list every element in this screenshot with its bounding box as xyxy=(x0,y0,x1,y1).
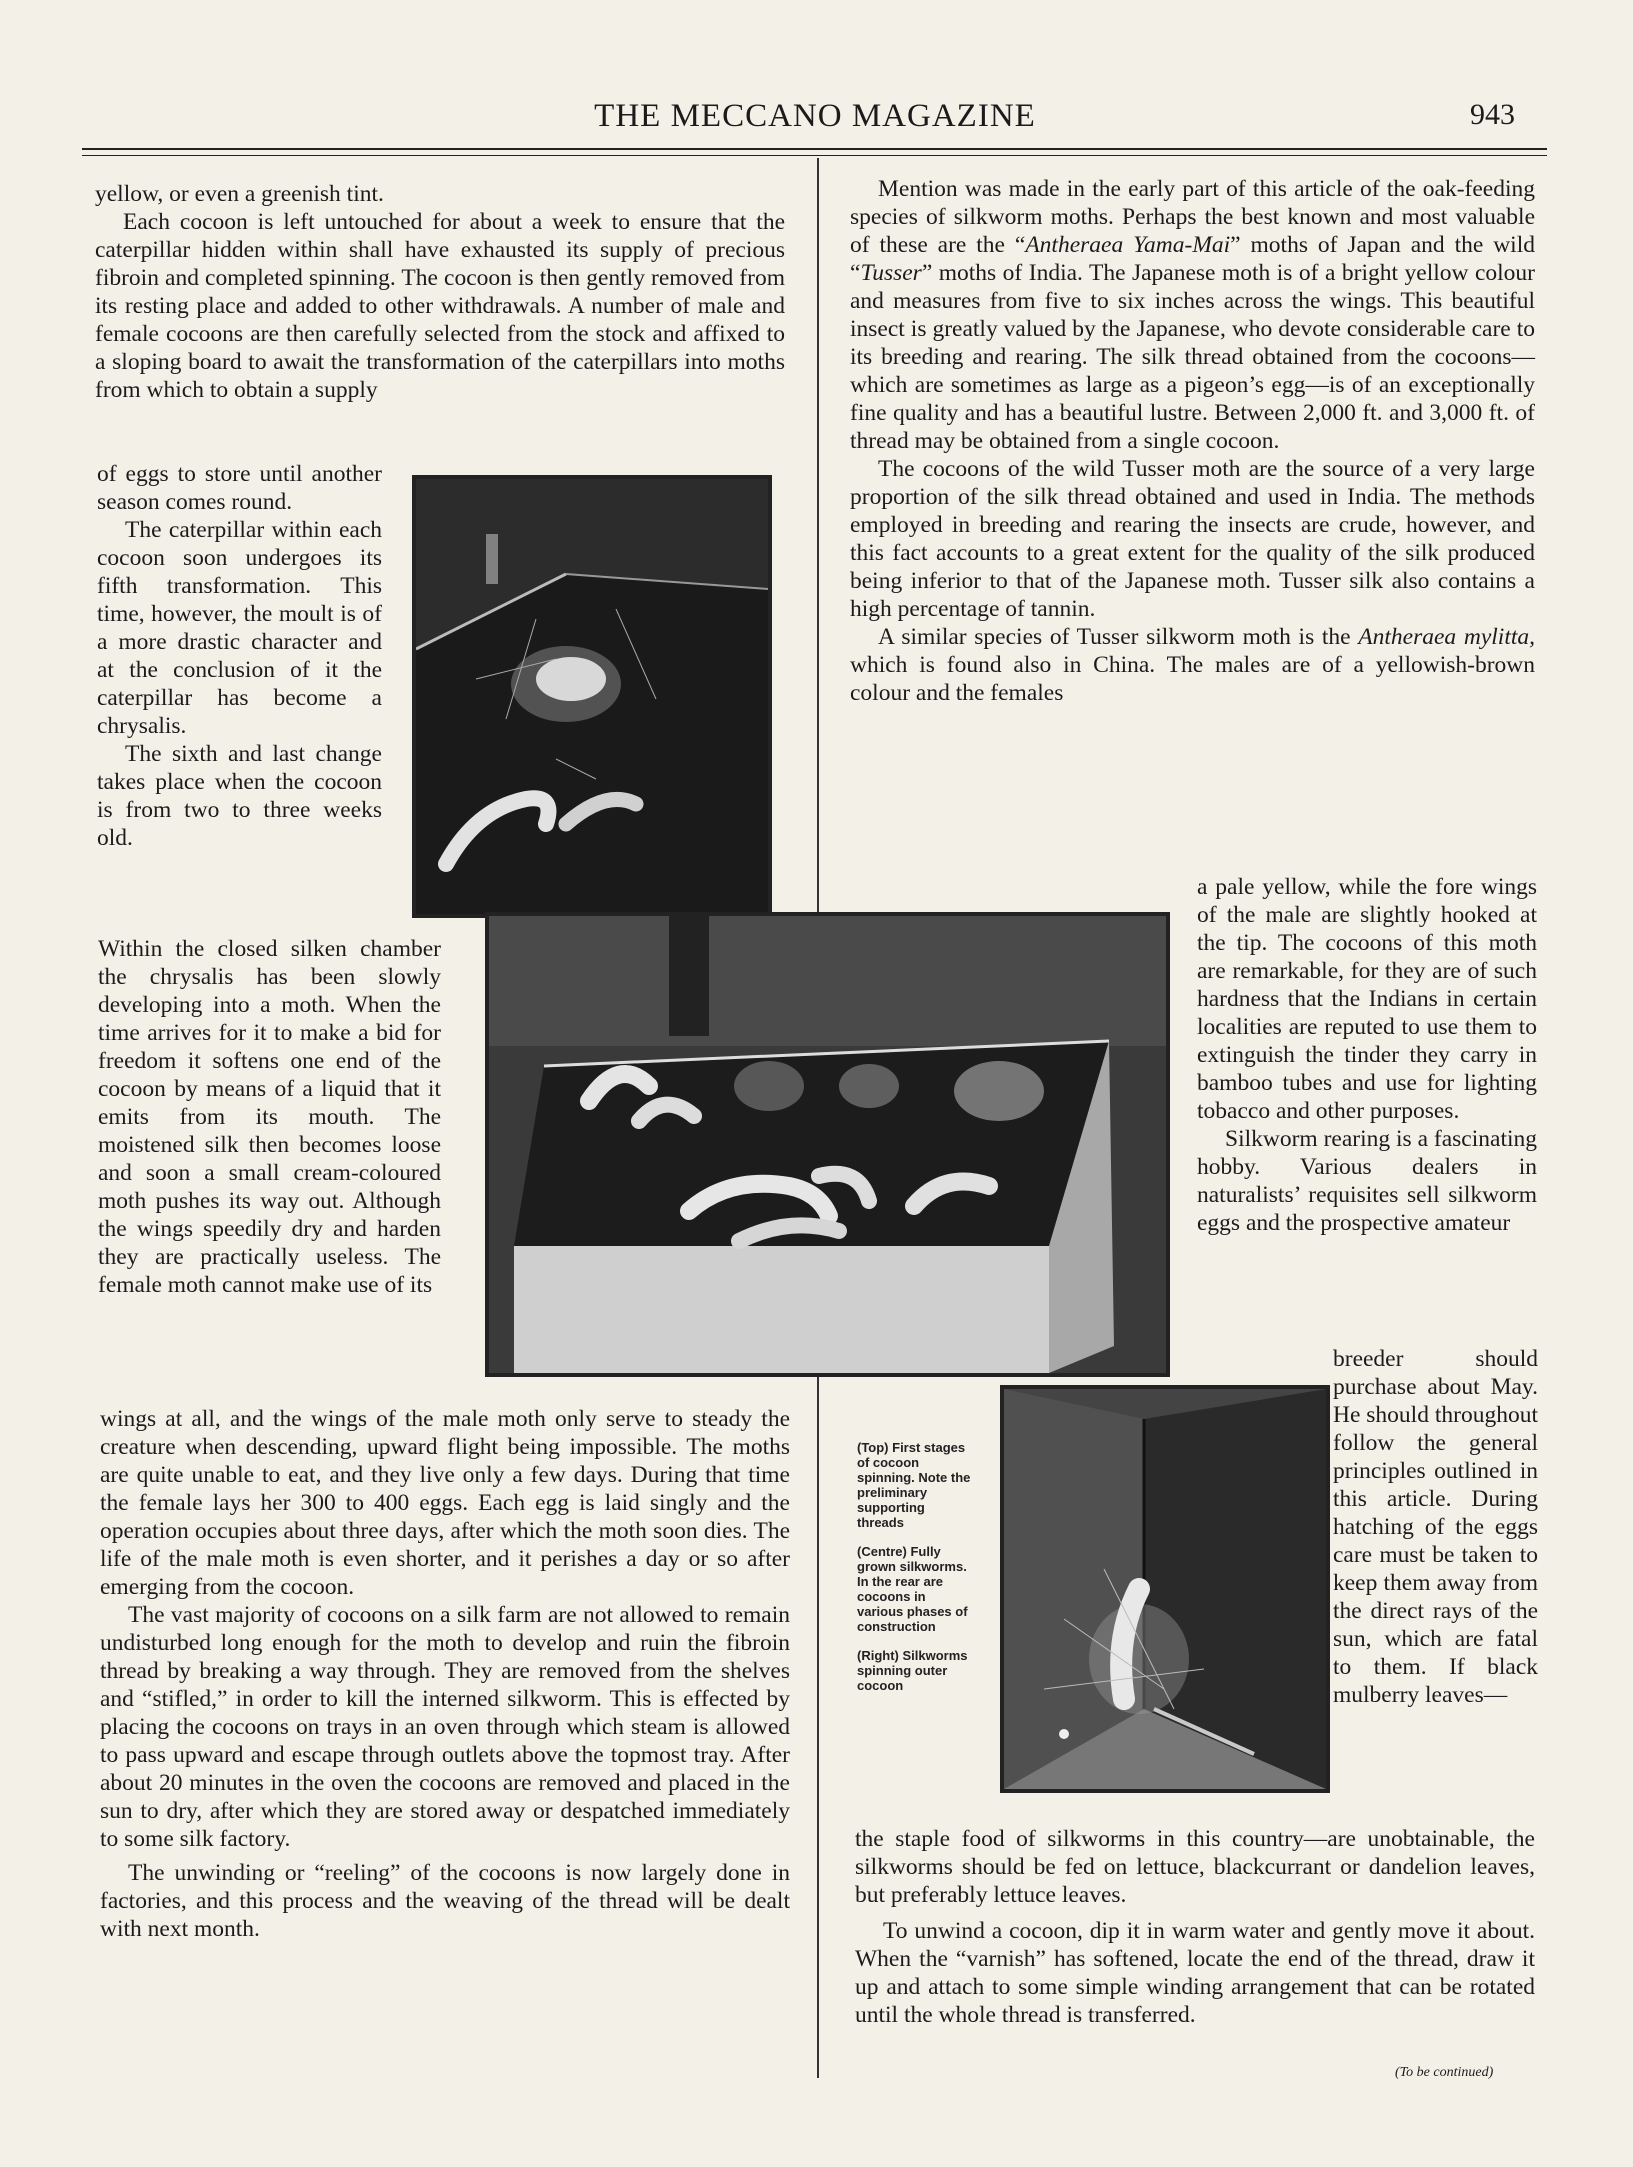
paragraph: To unwind a cocoon, dip it in warm water and gently move it about. When the “varnish” has softened, locate the end of the thread, draw it up and attach to some simple winding arrangement that can be rotated until the whole thread is transferred. xyxy=(855,1918,1535,2028)
paragraph: The unwinding or “reeling” of the cocoons is now largely done in factories, and this process and the weaving of the thread will be dealt with next month. xyxy=(100,1860,790,1942)
paragraph: breeder should purchase about May. He should throughout follow the general principles outlined in this article. During hatching of the eggs care must be taken to keep them away from the direct rays of the sun, which are fatal to them. If black mulberry leaves— xyxy=(1333,1346,1538,1708)
right-column-bottom xyxy=(855,1825,1535,2029)
photo-right-image xyxy=(1004,1389,1326,1789)
header-rule xyxy=(82,148,1547,150)
left-column-bottom xyxy=(100,1405,790,1943)
paragraph: The sixth and last change takes place when the cocoon is from two to three weeks old. xyxy=(97,741,382,851)
photo-centre-silkworms xyxy=(485,912,1170,1377)
paragraph: yellow, or even a greenish tint. xyxy=(95,181,384,207)
photo-top-image xyxy=(416,479,768,914)
page-header xyxy=(80,98,1550,138)
paragraph: a pale yellow, while the fore wings of the male are slightly hooked at the tip. The cocoons of this moth are remarkable, for they are of such hardness that the Indians in certain localities are reputed to use them to extinguish the tinder they carry in bamboo tubes and use for lighting tobacco and other purposes. xyxy=(1197,874,1537,1124)
paragraph: wings at all, and the wings of the male moth only serve to steady the creature when descending, upward flight being impossible. The moths are quite unable to eat, and they live only a few days. During that time the female lays her 300 to 400 eggs. Each egg is laid singly and the operation occupies about three days, after which the moth soon dies. The life of the male moth is even shorter, and it perishes a day or so after emerging from the cocoon. xyxy=(100,1406,790,1600)
caption-centre: (Centre) Fully grown silkworms. In the rear are cocoons in various phases of construction xyxy=(857,1544,968,1634)
paragraph: the staple food of silkworms in this country—are unobtainable, the silkworms should be fed on lettuce, blackcurrant or dandelion leaves, but preferably lettuce leaves. xyxy=(855,1826,1535,1908)
right-column-top xyxy=(850,175,1535,707)
magazine-title: THE MECCANO MAGAZINE xyxy=(594,98,1036,134)
paragraph: The cocoons of the wild Tusser moth are the source of a very large proportion of the silk thread obtained and used in India. The methods employed in breeding and rearing the insects are crude, however, and this fact accounts to a great extent for the quality of the silk produced being inferior to that of the Japanese moth. Tusser silk also contains a high percentage of tannin. xyxy=(850,456,1535,622)
right-column-narrow xyxy=(1197,873,1537,1237)
header-rule-thin xyxy=(82,155,1547,156)
paragraph: Mention was made in the early part of this article of the oak-feeding species of silkworm moths. Perhaps the best known and most valuable of these are the “Antheraea Yama-Mai” moths of Japan and the wild “Tusser” moths of India. The Japanese moth is of a bright yellow colour and measures from five to six inches across the wings. This beautiful insect is greatly valued by the Japanese, who devote considerable care to its breeding and rearing. The silk thread obtained from the cocoons—which are sometimes as large as a pigeon’s egg—is of an exceptionally fine quality and has a beautiful lustre. Between 2,000 ft. and 3,000 ft. of thread may be obtained from a single cocoon. xyxy=(850,176,1535,454)
paragraph: The vast majority of cocoons on a silk farm are not allowed to remain undisturbed long enough for the moth to develop and ruin the fibroin thread by breaking a way through. They are removed from the shelves and “stifled,” in order to kill the interned silkworm. This is effected by placing the cocoons on trays in an oven through which steam is allowed to pass upward and escape through outlets above the topmost tray. After about 20 minutes in the oven the cocoons are removed and placed in the sun to dry, after which they are stored away or despatched immediately to some silk factory. xyxy=(100,1602,790,1852)
caption-top: (Top) First stages of cocoon spinning. Note the preliminary supporting threads xyxy=(857,1440,971,1530)
left-column-top xyxy=(95,180,785,404)
photo-right-spinning-cocoon xyxy=(1000,1385,1330,1793)
right-column-narrow2 xyxy=(1333,1345,1538,1709)
photo-top-cocoon-spinning xyxy=(412,475,772,918)
left-column-narrow2 xyxy=(98,935,441,1299)
paragraph: Silkworm rearing is a fascinating hobby. Various dealers in naturalists’ requisites sell silkworm eggs and the prospective amateur xyxy=(1197,1126,1537,1236)
photo-captions xyxy=(857,1440,974,1707)
paragraph: A similar species of Tusser silkworm moth is the Antheraea mylitta, which is found also in China. The males are of a yellowish-brown colour and the females xyxy=(850,624,1535,706)
paragraph: The caterpillar within each cocoon soon undergoes its fifth transformation. This time, however, the moult is of a more drastic character and at the conclusion of it the caterpillar has become a chrysalis. xyxy=(97,517,382,739)
page-number: 943 xyxy=(1470,98,1515,131)
left-column-narrow xyxy=(97,460,382,852)
photo-centre-image xyxy=(489,916,1166,1373)
paragraph: of eggs to store until another season comes round. xyxy=(97,461,382,515)
to-be-continued: (To be continued) xyxy=(1395,2065,1494,2080)
caption-right: (Right) Silkworms spinning outer cocoon xyxy=(857,1648,968,1693)
paragraph: Within the closed silken chamber the chrysalis has been slowly developing into a moth. When the time arrives for it to make a bid for freedom it softens one end of the cocoon by means of a liquid that it emits from its mouth. The moistened silk then becomes loose and soon a small cream-coloured moth pushes its way out. Although the wings speedily dry and harden they are practically useless. The female moth cannot make use of its xyxy=(98,936,441,1298)
paragraph: Each cocoon is left untouched for about a week to ensure that the caterpillar hidden within shall have exhausted its supply of precious fibroin and completed spinning. The cocoon is then gently removed from its resting place and added to other withdrawals. A number of male and female cocoons are then carefully selected from the stock and affixed to a sloping board to await the transformation of the caterpillars into moths from which to obtain a supply xyxy=(95,209,785,403)
